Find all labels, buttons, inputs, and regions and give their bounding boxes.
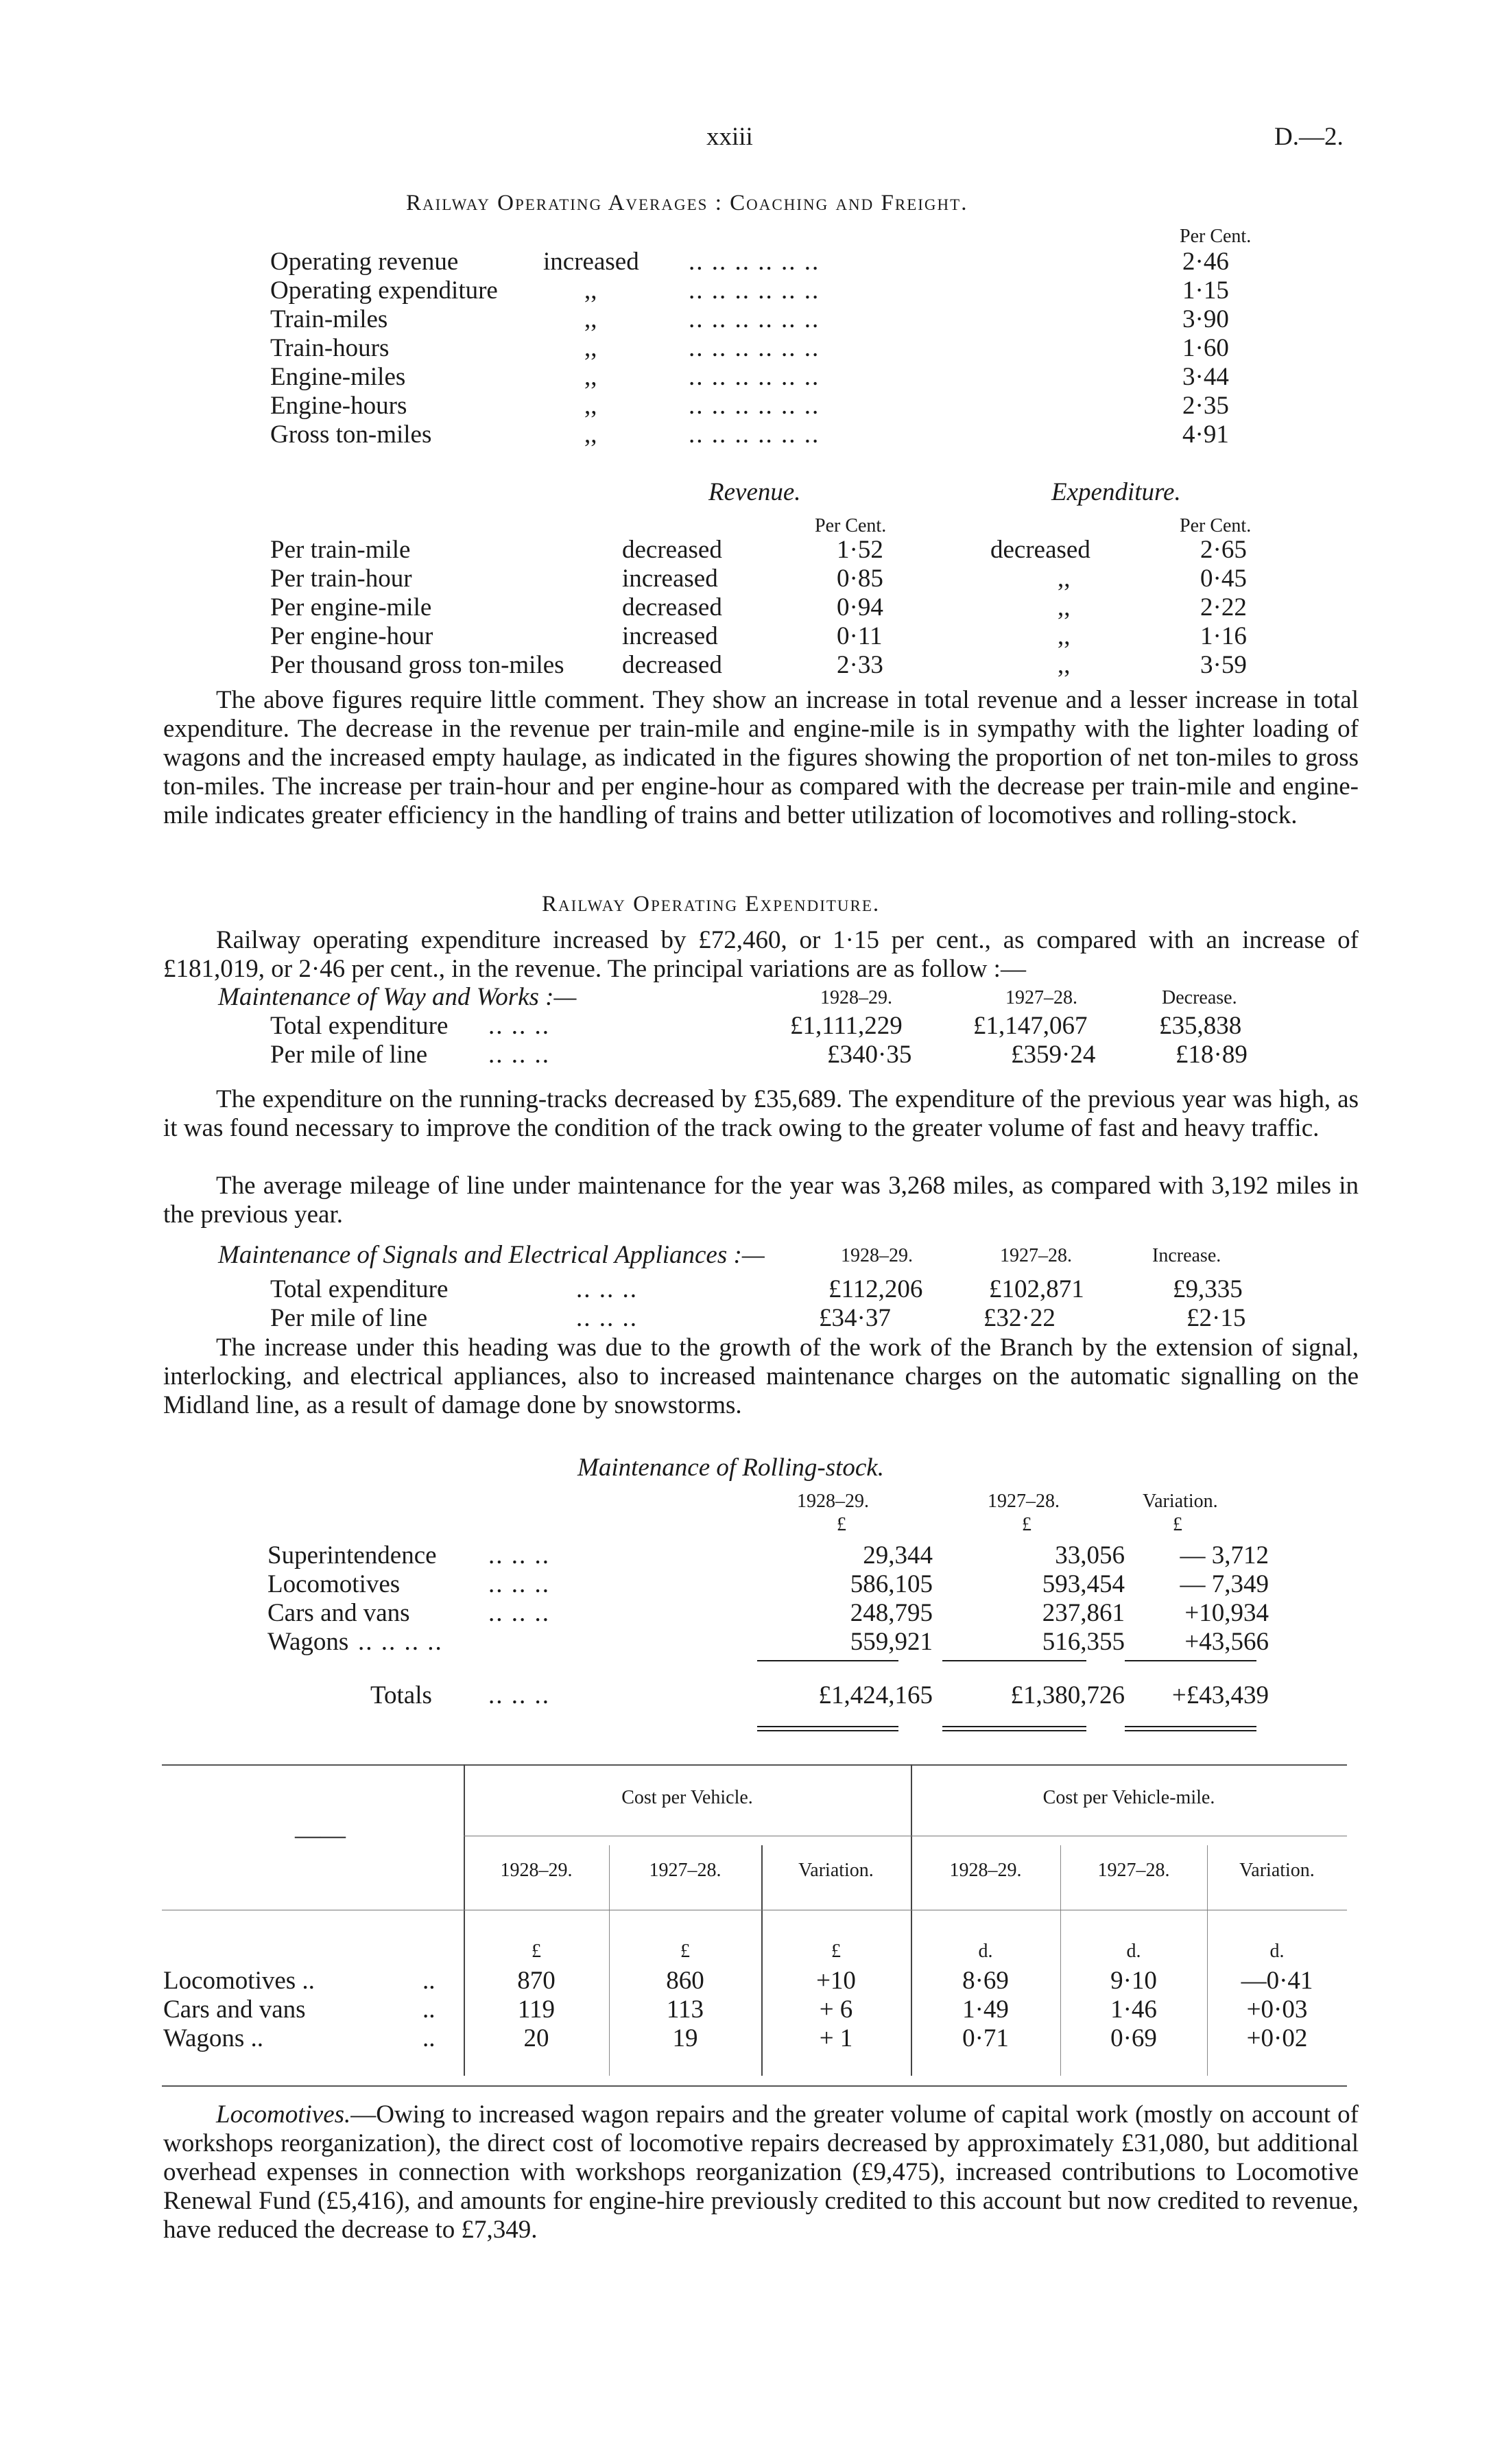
table-row: Locomotives .. .. 870 860 +10 8·69 9·10 —0·41	[163, 1967, 1313, 1995]
locomotives-text: —Owing to increased wagon repairs and the greater volume of capital work (mostly on account of workshops reorganization), the direct cost of locomotive repairs decreased by approximately £31,080, but additional overhead expenses in connection with workshops reorganization (£9,475), increased contributions to Locomotive Renewal Fund (£5,416), and amounts for engine-hire previously credited to this account but now credited to revenue, have reduced the decrease to £7,349.	[163, 2100, 1359, 2244]
col-header: 1927–28.	[649, 1860, 721, 1881]
col-header: 1928–29.	[500, 1860, 573, 1881]
totals-row: Totals .. .. .. £1,424,165 £1,380,726 +£43,439	[370, 1681, 1269, 1709]
expenditure-title: Railway Operating Expenditure.	[542, 892, 881, 916]
signals-col-2: 1927–28.	[1000, 1245, 1072, 1266]
signals-col-3: Increase.	[1152, 1245, 1221, 1266]
rolling-unit-1: £	[837, 1514, 846, 1535]
way-works-col-2: 1927–28.	[1005, 987, 1077, 1008]
revenue-per-cent: Per Cent.	[815, 515, 887, 536]
total-rule-2	[942, 1726, 1086, 1727]
list-item: Train-hours ,, .. .. .. .. .. .. 1·60	[270, 334, 1229, 362]
table-row: Per mile of line .. .. .. £34·37 £32·22 £2·15	[270, 1304, 1246, 1332]
unit-label: £	[532, 1941, 541, 1962]
document-reference: D.—2.	[1274, 123, 1344, 151]
rolling-col-3: Variation.	[1143, 1491, 1218, 1512]
total-rule-1	[757, 1726, 898, 1727]
signals-paragraph: The increase under this heading was due to the growth of the work of the Branch by the extension of signal, interlocking, and electrical appliances, also to increased maintenance charges on the automatic signalling on the Midland line, as a result of damage done by snowstorms.	[163, 1334, 1359, 1419]
page-number: xxiii	[706, 123, 753, 151]
table-row: Superintendence .. .. .. 29,344 33,056 — 3,712	[267, 1541, 1269, 1569]
col-header: 1927–28.	[1097, 1860, 1170, 1881]
table-row: Locomotives .. .. .. 586,105 593,454 — 7,349	[267, 1570, 1269, 1598]
total-rule-3	[1125, 1726, 1256, 1727]
total-rule-2b	[942, 1730, 1086, 1731]
unit-label: d.	[1126, 1941, 1141, 1962]
rolling-unit-3: £	[1173, 1514, 1182, 1535]
table-bottom-rule	[162, 2085, 1347, 2087]
table-row: Per engine-hour increased 0·11 ,, 1·16	[270, 622, 1247, 650]
mileage-paragraph: The average mileage of line under maintenance for the year was 3,268 miles, as compared with 3,192 miles in the previous year.	[163, 1172, 1359, 1229]
subtotal-rule-3	[1125, 1660, 1256, 1661]
unit-label: d.	[1269, 1941, 1285, 1962]
rolling-col-1: 1928–29.	[797, 1491, 869, 1512]
table-row: Per train-hour increased 0·85 ,, 0·45	[270, 565, 1247, 593]
subtotal-rule-1	[757, 1660, 898, 1661]
table-row: Per train-mile decreased 1·52 decreased 2·65	[270, 536, 1247, 564]
table-row: Wagons .. .. .. .. 559,921 516,355 +43,566	[267, 1628, 1269, 1656]
expenditure-intro: Railway operating expenditure increased by £72,460, or 1·15 per cent., as compared with an increase of £181,019, or 2·46 per cent., in the revenue. The principal variations are as follow :—	[163, 926, 1359, 983]
averages-title: Railway Operating Averages : Coaching and Freight.	[406, 191, 968, 215]
stub-header: ——	[295, 1821, 346, 1849]
col-header: Variation.	[798, 1860, 874, 1881]
col-header: Variation.	[1239, 1860, 1315, 1881]
revenue-heading: Revenue.	[708, 478, 801, 506]
table-row: Per mile of line .. .. .. £340·35 £359·24 £18·89	[270, 1041, 1248, 1069]
group-header-vehicle: Cost per Vehicle.	[621, 1787, 753, 1808]
way-works-col-3: Decrease.	[1162, 987, 1237, 1008]
expenditure-per-cent: Per Cent.	[1180, 515, 1252, 536]
table-row: Cars and vans .. .. .. 248,795 237,861 +10,934	[267, 1599, 1269, 1627]
unit-label: £	[831, 1941, 841, 1962]
list-item: Operating revenue increased .. .. .. .. .. .. 2·46	[270, 248, 1229, 276]
unit-label: d.	[978, 1941, 993, 1962]
total-rule-1b	[757, 1730, 898, 1731]
way-works-col-1: 1928–29.	[820, 987, 892, 1008]
signals-heading: Maintenance of Signals and Electrical Appliances :—	[218, 1241, 765, 1269]
way-works-heading: Maintenance of Way and Works :—	[218, 983, 577, 1011]
commentary-paragraph: The above figures require little comment. They show an increase in total revenue and a lesser increase in total expenditure. The decrease in the revenue per train-mile and engine-mile is in sympathy with the lighter loading of wagons and the increased empty haulage, as indicated in the figures showing the proportion of net ton-miles to gross ton-miles. The increase per train-hour and per engine-hour as compared with the decrease per train-mile and engine-mile indicates greater efficiency in the handling of trains and better utilization of locomotives and rolling-stock.	[163, 686, 1359, 829]
total-rule-3b	[1125, 1730, 1256, 1731]
list-item: Gross ton-miles ,, .. .. .. .. .. .. 4·91	[270, 420, 1229, 449]
subtotal-rule-2	[942, 1660, 1086, 1661]
table-row: Wagons .. .. 20 19 + 1 0·71 0·69 +0·02	[163, 2024, 1308, 2052]
list-item: Engine-miles ,, .. .. .. .. .. .. 3·44	[270, 363, 1229, 391]
signals-col-1: 1928–29.	[841, 1245, 913, 1266]
table-row: Per thousand gross ton-miles decreased 2·33 ,, 3·59	[270, 651, 1247, 679]
averages-col-header: Per Cent.	[1180, 226, 1252, 247]
running-tracks-paragraph: The expenditure on the running-tracks decreased by £35,689. The expenditure of the previous year was high, as it was found necessary to improve the condition of the track owing to the greater volume of fast and heavy traffic.	[163, 1085, 1359, 1142]
list-item: Operating expenditure ,, .. .. .. .. .. .. 1·15	[270, 276, 1229, 305]
list-item: Engine-hours ,, .. .. .. .. .. .. 2·35	[270, 392, 1229, 420]
col-header: 1928–29.	[949, 1860, 1022, 1881]
group-header-vehicle-mile: Cost per Vehicle-mile.	[1042, 1787, 1215, 1808]
locomotives-paragraph	[163, 2100, 1359, 2244]
rolling-stock-title: Maintenance of Rolling-stock.	[577, 1454, 884, 1482]
locomotives-lead: Locomotives.	[216, 2100, 351, 2129]
rolling-col-2: 1927–28.	[988, 1491, 1060, 1512]
table-row: Cars and vans .. 119 113 + 6 1·49 1·46 +0·03	[163, 1995, 1308, 2024]
rolling-unit-2: £	[1022, 1514, 1031, 1535]
list-item: Train-miles ,, .. .. .. .. .. .. 3·90	[270, 305, 1229, 333]
table-top-rule	[162, 1764, 1347, 1766]
unit-label: £	[680, 1941, 690, 1962]
expenditure-heading: Expenditure.	[1051, 478, 1181, 506]
table-row: Total expenditure .. .. .. £112,206 £102,871 £9,335	[270, 1275, 1243, 1303]
table-row: Total expenditure .. .. .. £1,111,229 £1,147,067 £35,838	[270, 1012, 1242, 1040]
table-row: Per engine-mile decreased 0·94 ,, 2·22	[270, 593, 1247, 621]
